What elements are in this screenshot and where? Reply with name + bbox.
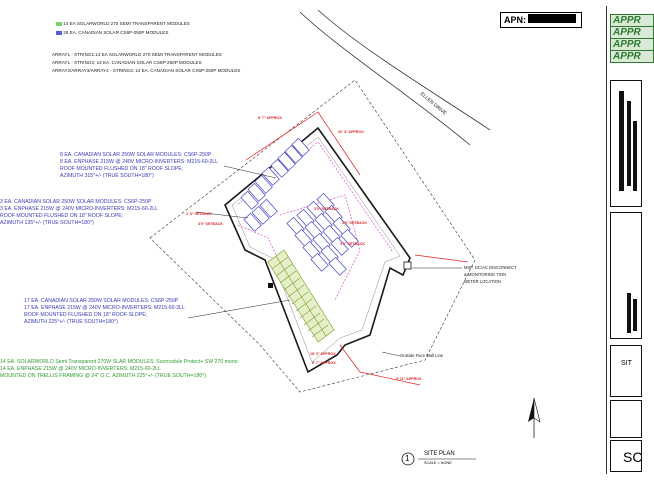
msp-marker [404,262,411,269]
approved-stamp-3: APPR [610,38,654,51]
array-line-3: ARRAY2/ARRAY3/ARRAY4 - STRING3: 14 EA. CANADIAN SOLAR CS6P-250P MODULES [52,68,241,73]
array-line-2: ARRAY1 - STRING2: 14 EA. CANADIAN SOLAR CS6P-250P MODULES [52,60,202,65]
note-17-line-4: AZIMUTH 225°+/- (TRUE SOUTH=180°) [24,319,118,325]
legend-text-1: 14 EA SOLARWORLD 270 SEMI TRANSPARENT MODULES [63,21,190,27]
dim-label-5: 5' 11" APPROX. [396,377,423,381]
title-block-panel-5 [610,440,642,472]
setback-label-2: 3'0" SETBACK [342,221,367,225]
setback-label-4: 1' 6" SETBACK [186,212,212,216]
north-arrow-icon [528,398,540,438]
approved-stamp-4: APPR [610,50,654,63]
note-3-line-3: ROOF MOUNTED FLUSHED ON 18" ROOF SLOPE; [0,213,124,219]
street-curb-line-2 [318,10,490,130]
dim-label-3: 18' 3" APPROX. [310,352,337,356]
approved-stamp-2: APPR [610,26,654,39]
note-17-line-1: 17 EA. CANADIAN SOLAR 250W SOLAR MODULES: CS6P-250P [24,298,179,304]
setback-label-5: 3'0" SETBACK [198,222,223,226]
title-block-panel-3 [610,345,642,397]
array-line-1: ARRAY1 - STRING1:14 EA SOLARWORLD 270 SEMI TRANSPARENT MODULES [52,52,222,57]
dim-label-1: 8' 7" APPROX. [258,116,283,120]
plan-number: 1 [405,454,410,463]
note-8-line-2: 8 EA. ENPHASE 215W @ 240V MICRO-INVERTERS: M215-60-2LL [60,159,218,165]
title-block-panel-1 [610,80,642,207]
title-block-panel-4 [610,400,642,438]
street-label: ELLEN DRIVE [418,91,448,117]
note-3-line-2: 3 EA. ENPHASE 215W @ 240V MICRO-INVERTERS: M215-60-2LL [0,206,158,212]
title-block-panel-2 [610,212,642,339]
approved-stamp-1: APPR [610,14,654,27]
legend-text-2: 28 EA. CANADIAN SOLAR CS6P-250P MODULES [63,30,169,36]
note-14-line-3: MOUNTED ON TRELLIS FRAMING @ 24" O.C. AZIMUTH 225°+/- (TRUE SOUTH=180°) [0,373,207,379]
note-8-line-1: 8 EA. CANADIAN SOLAR 250W SOLAR MODULES: CS6P-250P [60,152,212,158]
wall-callout: Outside Face Wall Line [400,353,444,358]
note-14-line-2: 14 EA. ENPHASE 215W @ 240V MICRO-INVERTERS: M215-60-2LL [0,366,161,372]
note-17-line-3: ROOF MOUNTED FLUSHED ON 18" ROOF SLOPE; [24,312,148,318]
setback-label-3: 3'0" SETBACK [340,242,365,246]
plan-title: SITE PLAN [424,451,455,457]
msp-callout-line-2: & MONITORING TION [464,272,507,277]
sheet-label-partial: SIT [621,360,632,367]
note-3-line-4: AZIMUTH 135°+/- (TRUE SOUTH=180°) [0,220,94,226]
note-8-line-4: AZIMUTH 315°+/- (TRUE SOUTH=180°) [60,173,154,179]
note-3-line-1: 3 EA. CANADIAN SOLAR 250W SOLAR MODULES: CS6P-250P [0,199,152,205]
setback-label-1: 3'0" SETBACK [314,207,339,211]
note-17-line-2: 17 EA. ENPHASE 215W @ 240V MICRO-INVERTERS: M215-60-2LL [24,305,185,311]
note-14-line-1: 14 EA. SOLARWORLD Semi Transparent 270W SLAR MODULES: Sunmodule Protect+ SW 270 mono [0,359,238,365]
msp-callout-line-1: MSP, DC/AC DISCONNECT [464,265,517,270]
msp-callout-line-3: METER LOCATION [464,279,501,284]
blue-array-northwest [241,138,309,209]
vent-marker [268,283,273,288]
apn-label: APN: [504,15,526,25]
note-8-line-3: ROOF MOUNTED FLUSHED ON 18" ROOF SLOPE; [60,166,184,172]
sheet-number-partial: SC [623,449,643,465]
dimension-lines [246,112,468,385]
dim-label-2: 20' 3" APPROX. [338,130,365,134]
dim-label-4: 8' 7" APPROX. [312,361,337,365]
plan-scale: SCALE = NONE [424,461,452,465]
